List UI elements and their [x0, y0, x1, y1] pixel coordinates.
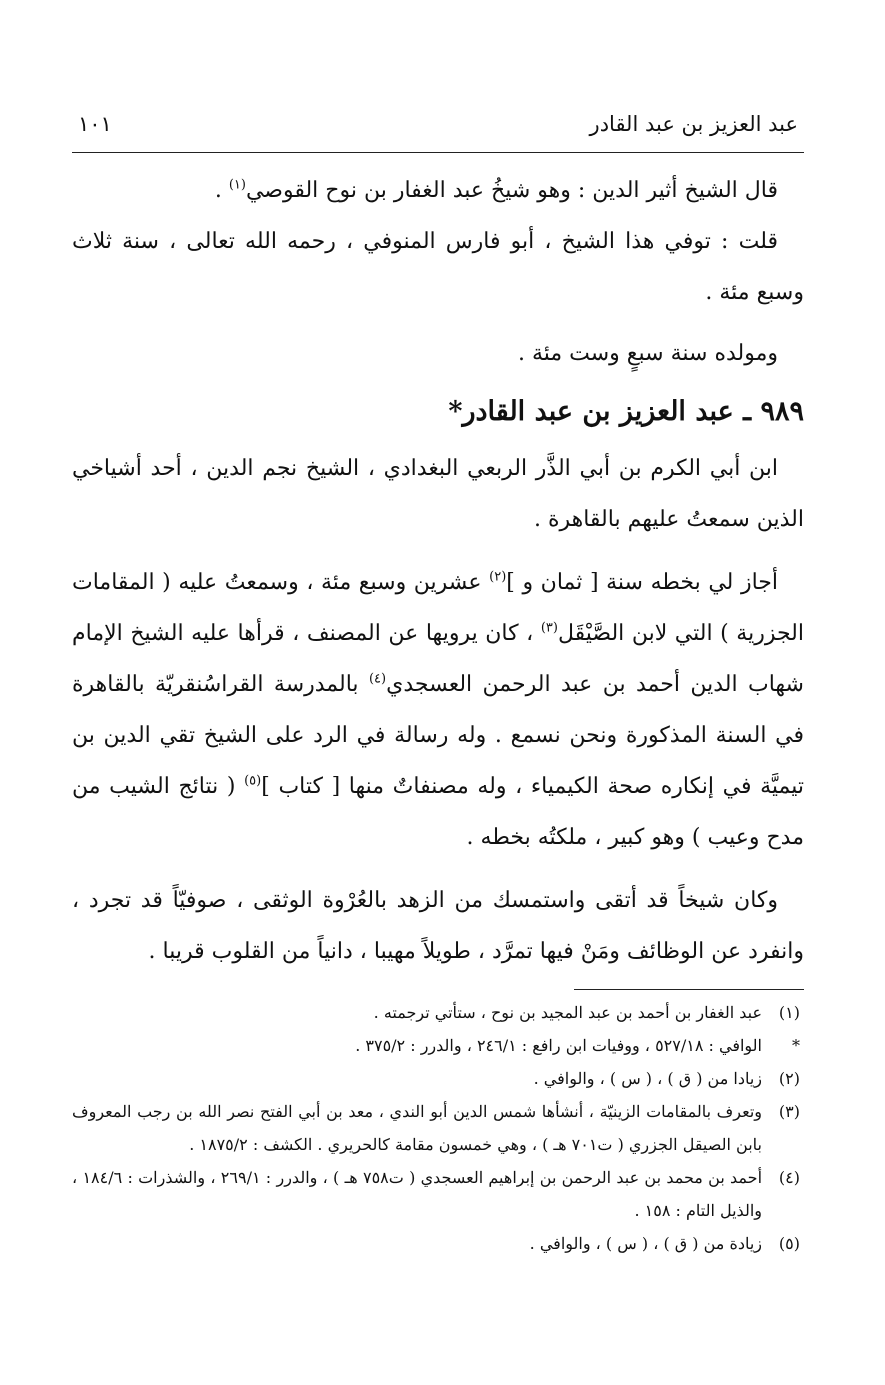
- footnotes: [72, 996, 804, 1260]
- paragraph-5-part-d: بالمدرسة القراسُنقريّة بالقاهرة في السنة المذكورة ونحن نسمع . وله رسالة في الرد على الشيخ تقي الدين بن تيميَّة في إنكاره صحة الكيمياء ، وله مصنفاتٌ منها [ كتاب ]: [72, 672, 805, 799]
- running-title: عبد العزيز بن عبد القادر: [589, 112, 798, 136]
- footnote-mark: (٤): [778, 1168, 800, 1187]
- paragraph-3: ومولده سنة سبعٍ وست مئة .: [517, 341, 778, 366]
- footnote: [72, 1062, 804, 1095]
- paragraph-5-part-a: أجاز لي بخطه سنة [ ثمان و ]: [506, 570, 778, 595]
- paragraph-6: وكان شيخاً قد أتقى واستمسك من الزهد بالعُرْوة الوثقى ، صوفيّاً قد تجرد ، وانفرد عن الوظائف ومَنْ فيها تمرَّد ، طويلاً مهيبا ، دانياً من القلوب قريبا .: [72, 888, 804, 964]
- footnote-mark: *: [792, 1036, 800, 1055]
- paragraph-5-part-c: ، كان يرويها عن المصنف ، قرأها عليه الشيخ الإمام شهاب الدين أحمد بن عبد الرحمن العسجدي: [72, 621, 804, 697]
- footnote: [72, 1227, 804, 1260]
- footnote: [72, 1029, 804, 1062]
- footnote-text: زيادة من ( ق ) ، ( س ) ، والوافي .: [529, 1234, 762, 1253]
- entry-title: ٩٨٩ ـ عبد العزيز بن عبد القادر*: [448, 396, 804, 427]
- footnote-ref-1: (١): [228, 177, 246, 193]
- footnote-text: وتعرف بالمقامات الزينيّة ، أنشأها شمس الدين أبو الندي ، معد بن أبي الفتح نصر الله بن رجب المعروف بابن الصيقل الجزري ( ت٧٠١ هـ ) ، وهي خمسون مقامة كالحريري . الكشف : ١٨٧٥/٢ .: [72, 1102, 762, 1154]
- paragraph-5-part-b: عشرين وسبع مئة ، وسمعتُ عليه ( المقامات الجزرية ) التي لابن الصَّيْقَل: [72, 570, 804, 646]
- footnote-mark: (٥): [778, 1234, 800, 1253]
- footnote: [72, 1161, 804, 1227]
- paragraph-1-text: قال الشيخ أثير الدين : وهو شيخُ عبد الغفار بن نوح القوصي: [245, 178, 778, 203]
- paragraph-2: قلت : توفي هذا الشيخ ، أبو فارس المنوفي ، رحمه الله تعالى ، سنة ثلاث وسبع مئة .: [72, 229, 804, 305]
- paragraph-1: [72, 165, 804, 216]
- footnote-text: زيادا من ( ق ) ، ( س ) ، والوافي .: [533, 1069, 762, 1088]
- paragraph-4: ابن أبي الكرم بن أبي الذَّر الربعي البغدادي ، الشيخ نجم الدين ، أحد أشياخي الذين سمعتُ عليهم بالقاهرة .: [72, 456, 804, 532]
- footnote-mark: (٣): [778, 1102, 800, 1121]
- footnote-text: الوافي : ٥٢٧/١٨ ، ووفيات ابن رافع : ٢٤٦/١ ، والدرر : ٣٧٥/٢ .: [355, 1036, 762, 1055]
- paragraph-5-part-e: ( نتائج الشيب من مدح وعيب ) وهو كبير ، ملكتُه بخطه .: [72, 774, 804, 850]
- footnote-ref-5: (٥): [244, 773, 262, 789]
- page-number: ١٠١: [78, 112, 112, 136]
- footnote-separator: [574, 989, 804, 990]
- footnote-mark: (١): [778, 1003, 800, 1022]
- paragraph-1-end: .: [214, 178, 229, 203]
- footnote-ref-4: (٤): [368, 671, 387, 687]
- footnote: [72, 1095, 804, 1161]
- footnote-mark: (٢): [778, 1069, 800, 1088]
- footnote-text: أحمد بن محمد بن عبد الرحمن بن إبراهيم العسجدي ( ت٧٥٨ هـ ) ، والدرر : ٢٦٩/١ ، والشذرات : ١٨٤/٦ ، والذيل التام : ١٥٨ .: [72, 1168, 763, 1220]
- footnote: [72, 996, 804, 1029]
- main-text: [72, 165, 804, 977]
- footnote-ref-3: (٣): [540, 620, 558, 636]
- running-header: [72, 112, 804, 153]
- book-page: [72, 112, 804, 1260]
- footnote-text: عبد الغفار بن أحمد بن عبد المجيد بن نوح ، ستأتي ترجمته .: [373, 1003, 762, 1022]
- footnote-ref-2: (٢): [489, 569, 507, 585]
- paragraph-5: [72, 557, 804, 863]
